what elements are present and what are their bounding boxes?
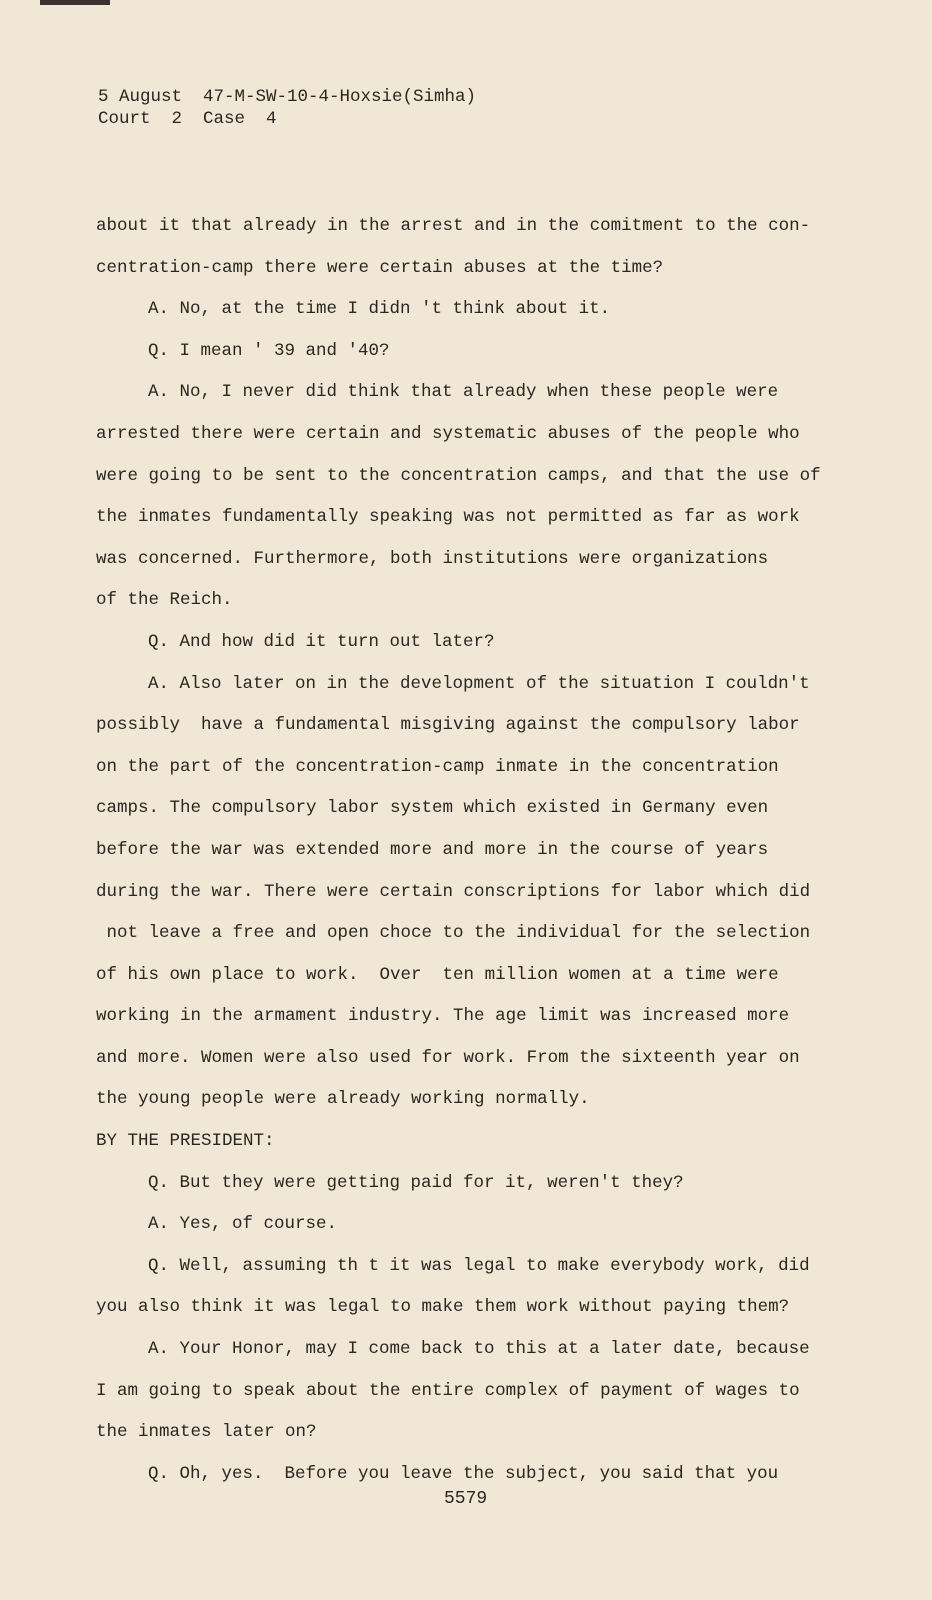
transcript-line: Q. I mean ' 39 and '40?	[148, 340, 390, 361]
transcript-line: Q. But they were getting paid for it, weren't they?	[148, 1172, 684, 1193]
transcript-body	[96, 206, 821, 1495]
transcript-line: arrested there were certain and systematic abuses of the people who	[96, 423, 800, 444]
transcript-line: you also think it was legal to make them work without paying them?	[96, 1297, 790, 1318]
transcript-line: the inmates later on?	[96, 1422, 317, 1443]
transcript-line: Q. Oh, yes. Before you leave the subject, you said that you	[148, 1463, 779, 1484]
transcript-line: of the Reich.	[96, 590, 233, 611]
transcript-line: not leave a free and open choce to the individual for the selection	[96, 923, 811, 944]
scan-edge-mark	[40, 0, 110, 5]
header-date-reference: 5 August 47-M-SW-10-4-Hoxsie(Simha)	[98, 87, 477, 107]
speaker-heading: BY THE PRESIDENT:	[96, 1131, 275, 1152]
transcript-line: the inmates fundamentally speaking was not permitted as far as work	[96, 507, 800, 528]
page-number: 5579	[444, 1489, 488, 1509]
transcript-line: before the war was extended more and more in the course of years	[96, 839, 769, 860]
transcript-line: centration-camp there were certain abuses at the time?	[96, 257, 664, 278]
header-court-case: Court 2 Case 4	[98, 109, 277, 129]
transcript-line: A. Also later on in the development of the situation I couldn't	[148, 673, 810, 694]
transcript-line: about it that already in the arrest and in the comitment to the con-	[96, 216, 811, 236]
document-header	[98, 86, 476, 130]
transcript-line: and more. Women were also used for work. From the sixteenth year on	[96, 1047, 800, 1068]
transcript-line: of his own place to work. Over ten million women at a time were	[96, 964, 779, 985]
transcript-line: A. No, I never did think that already when these people were	[148, 382, 779, 403]
transcript-line: Q. Well, assuming th t it was legal to make everybody work, did	[148, 1255, 810, 1276]
transcript-line: was concerned. Furthermore, both institutions were organizations	[96, 548, 769, 569]
transcript-line: I am going to speak about the entire complex of payment of wages to	[96, 1380, 800, 1401]
transcript-line: were going to be sent to the concentration camps, and that the use of	[96, 465, 821, 486]
transcript-line: on the part of the concentration-camp inmate in the concentration	[96, 756, 779, 777]
transcript-line: possibly have a fundamental misgiving against the compulsory labor	[96, 715, 800, 736]
transcript-line: during the war. There were certain conscriptions for labor which did	[96, 881, 811, 902]
transcript-line: A. Yes, of course.	[148, 1214, 338, 1235]
transcript-line: Q. And how did it turn out later?	[148, 631, 495, 652]
transcript-line: working in the armament industry. The age limit was increased more	[96, 1006, 790, 1027]
transcript-line: A. Your Honor, may I come back to this at a later date, because	[148, 1339, 810, 1360]
transcript-line: A. No, at the time I didn 't think about it.	[148, 299, 611, 320]
transcript-line: the young people were already working normally.	[96, 1089, 590, 1110]
transcript-line: camps. The compulsory labor system which existed in Germany even	[96, 798, 769, 819]
